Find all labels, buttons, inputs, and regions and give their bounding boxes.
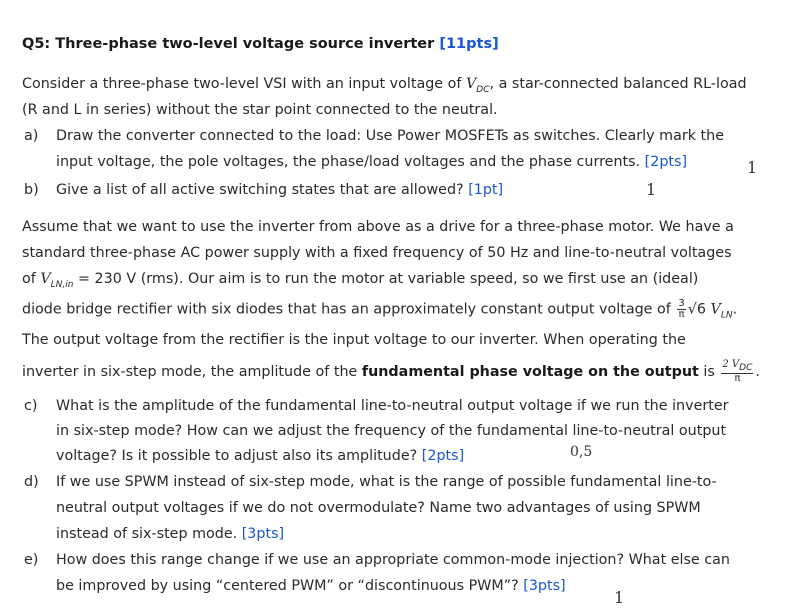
part-e-label: e) (24, 552, 39, 568)
para2-line-6: inverter in six-step mode, the amplitude of the fundamental phase voltage on the output is $\frac{2 V_{DC}}{\pi}$ . (22, 359, 760, 384)
para2-line-3: of $V_{LN,in} = 230$ V (rms). Our aim is to run the motor at variable speed, so we first use an (ideal) (22, 271, 699, 290)
handwritten-score-a: 1 (747, 158, 758, 177)
part-c-line-2: in six-step mode? How can we adjust the frequency of the fundamental line-to-neutral output (56, 423, 727, 439)
part-c-line-3: voltage? Is it possible to adjust also its amplitude? [2pts] (56, 448, 465, 464)
fraction-2vdc-over-pi: $\frac{2 V_{DC}}{\pi}$ (722, 359, 753, 384)
intro-line-1: Consider a three-phase two-level VSI with an input voltage of $V_{DC}$, a star-connected balanced RL-load (22, 76, 747, 95)
part-d-label: d) (24, 474, 39, 490)
part-d-line-2: neutral output voltages if we do not overmodulate? Name two advantages of using SPWM (56, 500, 701, 516)
handwritten-score-e: 1 (614, 588, 625, 607)
handwritten-score-b: 1 (646, 180, 657, 199)
part-a-points: [2pts] (644, 154, 688, 170)
part-e-points: [3pts] (523, 578, 566, 594)
part-d-line-3: instead of six-step mode. [3pts] (56, 526, 285, 542)
handwritten-score-c: 0,5 (570, 444, 593, 460)
para2-line-1: Assume that we want to use the inverter from above as a drive for a three-phase motor. We have a (22, 219, 734, 235)
part-a-label: a) (24, 128, 39, 144)
part-b-label: b) (24, 182, 39, 198)
part-b-line-1: Give a list of all active switching states that are allowed? [1pt] (56, 182, 504, 198)
part-c-points: [2pts] (421, 448, 465, 464)
part-c-line-1: What is the amplitude of the fundamental line-to-neutral output voltage if we run the inverter (56, 398, 729, 414)
part-d-points: [3pts] (241, 526, 285, 542)
part-a-line-2: input voltage, the pole voltages, the phase/load voltages and the phase currents. [2pts] (56, 154, 688, 170)
part-e-line-2: be improved by using “centered PWM” or “discontinuous PWM”? [3pts] (56, 578, 566, 594)
part-d-line-1: If we use SPWM instead of six-step mode, what is the range of possible fundamental line-to- (56, 474, 717, 490)
para2-line-4: diode bridge rectifier with six diodes that has an approximately constant output voltage of $\frac{3}{\pi}$ √6 $V_{LN}$. (22, 298, 738, 321)
intro-line-2: (R and L in series) without the star point connected to the neutral. (22, 102, 498, 118)
para2-line-5: The output voltage from the rectifier is the input voltage to our inverter. When operating the (22, 332, 686, 348)
fraction-3-over-pi: $\frac{3}{\pi}$ (678, 298, 685, 320)
para2-line-2: standard three-phase AC power supply with a fixed frequency of 50 Hz and line-to-neutral voltages (22, 245, 732, 261)
part-e-line-1: How does this range change if we use an appropriate common-mode injection? What else can (56, 552, 730, 568)
part-a-line-1: Draw the converter connected to the load: Use Power MOSFETs as switches. Clearly mark the (56, 128, 725, 144)
question-title: Q5: Three-phase two-level voltage source inverter [11pts] (22, 36, 499, 52)
title-points: [11pts] (439, 36, 499, 52)
part-c-label: c) (24, 398, 38, 414)
part-b-points: [1pt] (468, 182, 504, 198)
